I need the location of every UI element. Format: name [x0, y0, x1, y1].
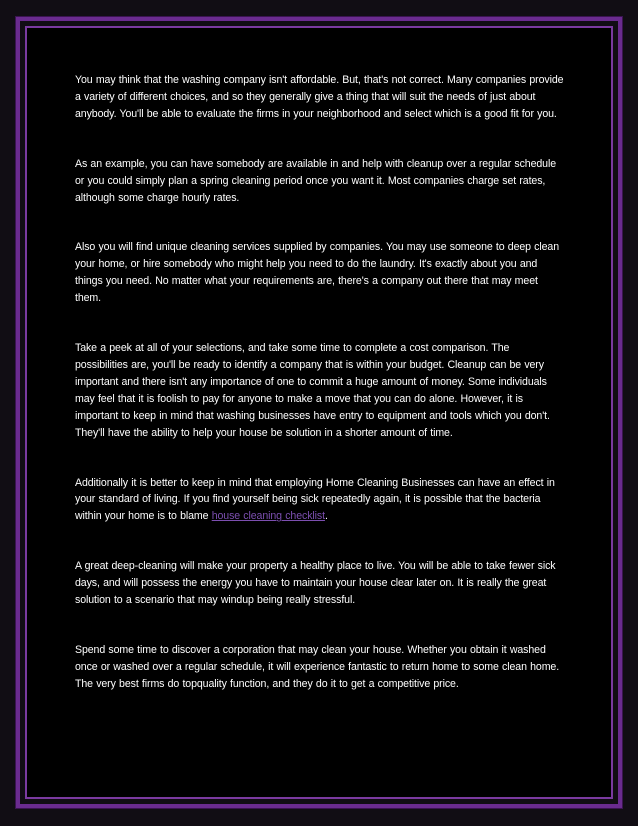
paragraph-3: Also you will find unique cleaning services supplied by companies. You may use someone to deep clean your home, or hire somebody who might help you need to do the laundry. It's exactly about you and things you need. No matter what your requirements are, there's a company out there that may meet them. [75, 241, 560, 305]
paragraph-4: Take a peek at all of your selections, and take some time to complete a cost comparison. The possibilities are, you'll be ready to identify a company that is within your budget. Cleanup can be very important and there isn't any importance of one to commit a huge amount of money. Some individuals may feel that it is foolish to pay for anyone to make a move that you can do alone. However, it is important to keep in mind that washing businesses have entry to equipment and tools which you don't. They'll have the ability to help your house be solution in a shorter amount of time. [75, 342, 550, 439]
paragraph-7: Spend some time to discover a corporation that may clean your house. Whether you obtain it washed once or washed over a regular schedule, it will experience fantastic to return home to some clean home. The very best firms do topquality function, and they do it to get a competitive price. [75, 643, 560, 690]
paragraph-5-end: . [324, 510, 328, 523]
paragraph-2: As an example, you can have somebody are available in and help with cleanup over a regular schedule or you could simply plan a spring cleaning period once you want it. Most companies charge set rates, although some charge hourly rates. [75, 157, 556, 204]
house-cleaning-checklist-link[interactable]: house cleaning checklist [211, 510, 325, 523]
paragraph-1: You may think that the washing company isn't affordable. But, that's not correct. Many companies provide a variety of different choices, and so they generally give a thing that will suit the needs of just about anybody. You'll be able to evaluate the firms in your neighborhood and select which is a good fit for you. [75, 74, 564, 120]
paragraph-5 [75, 475, 565, 526]
document-body [75, 72, 565, 693]
paragraph-6: A great deep-cleaning will make your property a healthy place to live. You will be able to take fewer sick days, and will possess the energy you have to maintain your house clear later on. It is really the great solution to a scenario that may windup being really stressful. [75, 560, 556, 607]
paragraph-5-text: Additionally it is better to keep in mind that employing Home Cleaning Businesses can have an effect in your standard of living. If you find yourself being sick repeatedly again, it is possible that the bacteria within your home is to blame [75, 476, 555, 523]
